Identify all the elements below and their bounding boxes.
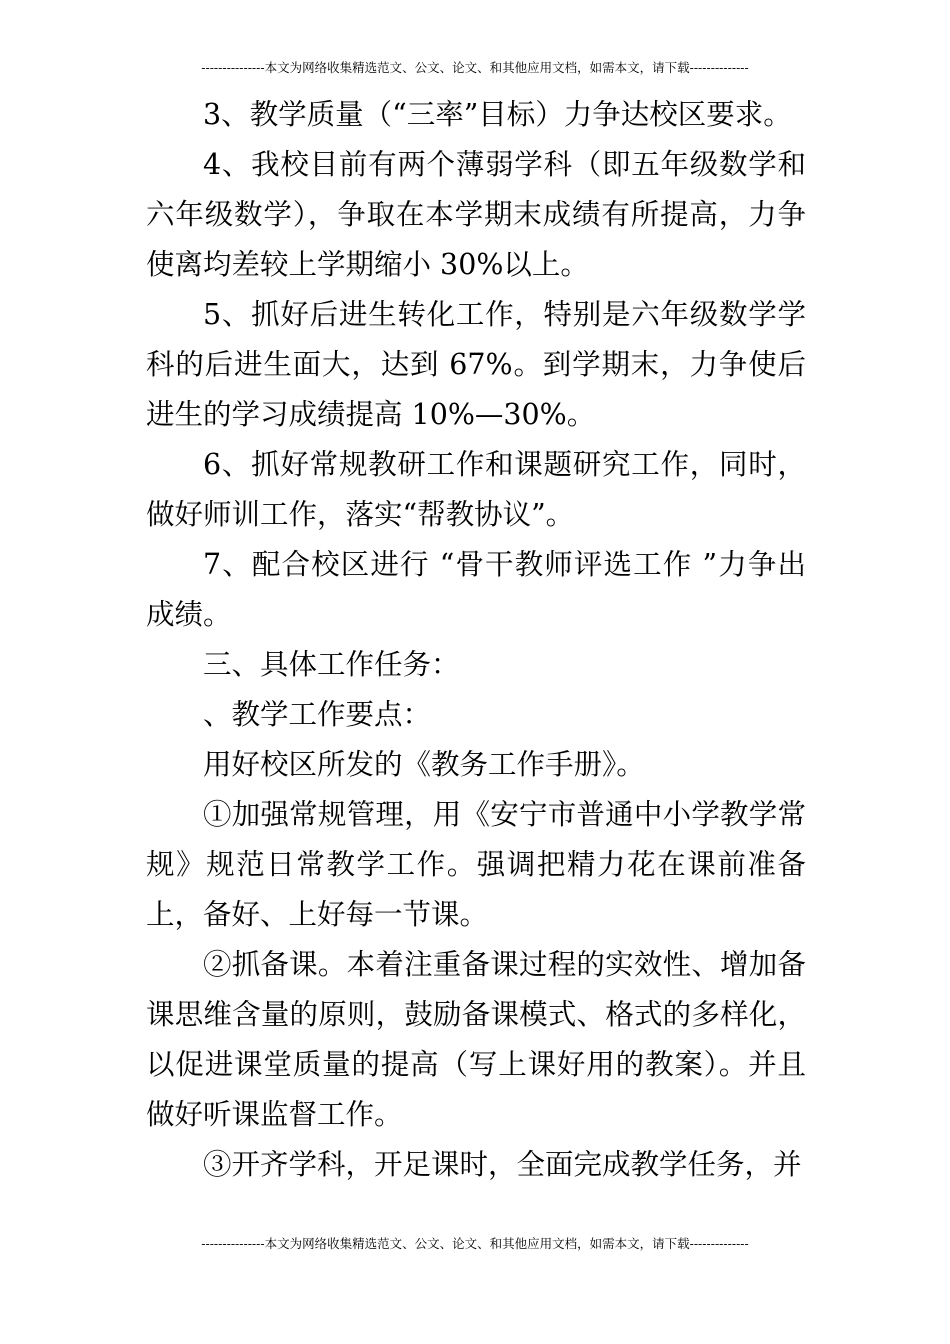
paragraph: ②抓备课。本着注重备课过程的实效性、增加备课思维含量的原则，鼓励备课模式、格式的多样化，以促进课堂质量的提高（写上课好用的教案）。并且做好听课监督工作。 <box>146 948 806 1131</box>
header-banner: ---------------本文为网络收集精选范文、公文、论文、和其他应用文档，如需本文，请下载-------------- <box>201 60 749 75</box>
section-heading: 三、具体工作任务： <box>203 648 460 681</box>
paragraph: 6、抓好常规教研工作和课题研究工作，同时，做好师训工作，落实“帮教协议”。 <box>146 448 806 531</box>
paragraph: ①加强常规管理，用《安宁市普通中小学教学常规》规范日常教学工作。强调把精力花在课前准备上，备好、上好每一节课。 <box>146 798 806 931</box>
paragraph: 4、我校目前有两个薄弱学科（即五年级数学和六年级数学），争取在本学期末成绩有所提高，力争使离均差较上学期缩小 30%以上。 <box>146 148 806 281</box>
footer-banner: ---------------本文为网络收集精选范文、公文、论文、和其他应用文档，如需本文，请下载-------------- <box>201 1236 749 1251</box>
document-body <box>146 90 806 1190</box>
paragraph: ③开齐学科，开足课时，全面完成教学任务，并 <box>203 1148 802 1181</box>
paragraph: 用好校区所发的《教务工作手册》。 <box>203 748 645 781</box>
paragraph: 3、教学质量（“三率”目标）力争达校区要求。 <box>203 98 792 131</box>
paragraph: 5、抓好后进生转化工作，特别是六年级数学学科的后进生面大，达到 67%。到学期末，力争使后进生的学习成绩提高 10%—30%。 <box>146 298 806 431</box>
subsection-heading: 、教学工作要点： <box>203 698 432 731</box>
paragraph: 7、配合校区进行 “骨干教师评选工作 ”力争出成绩。 <box>146 548 806 631</box>
